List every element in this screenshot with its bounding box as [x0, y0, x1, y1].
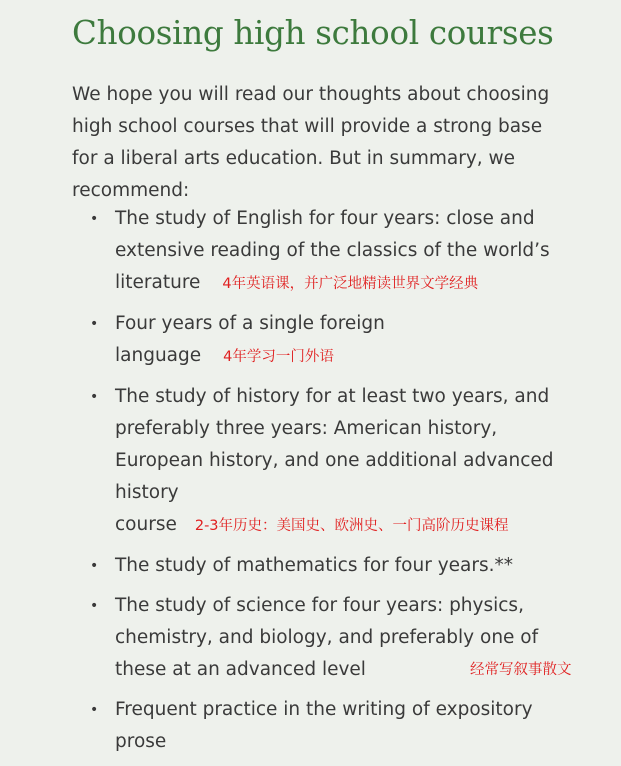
- item-text: The study of mathematics for four years.**: [115, 555, 514, 576]
- recommendation-list: [0, 203, 621, 766]
- annotation-note: 经常写叙事散文: [470, 662, 572, 678]
- bullet-icon: •: [90, 702, 99, 718]
- list-item-writing: [0, 694, 560, 758]
- item-text: The study of history for at least two years, and preferably three years: American history, European history, and one additional advanced history course: [115, 386, 554, 535]
- annotation-note: 4年英语课，并广泛地精读世界文学经典: [222, 276, 479, 292]
- bullet-icon: •: [90, 558, 99, 574]
- list-item-foreign-language: [0, 308, 560, 373]
- list-item-mathematics: [0, 550, 560, 582]
- annotation-note: 2-3年历史：美国史、欧洲史、一门高阶历史课程: [194, 518, 509, 534]
- bullet-icon: •: [90, 389, 99, 405]
- intro-paragraph: We hope you will read our thoughts about choosing high school courses that will provide a strong base for a liberal arts education. But in summary, we recommend:: [72, 84, 550, 201]
- bullet-icon: •: [90, 211, 99, 227]
- item-text: The study of science for four years: physics, chemistry, and biology, and preferably one of these at an advanced level: [115, 595, 539, 680]
- item-text: The study of English for four years: close and extensive reading of the classics of the world’s literature: [115, 208, 550, 293]
- page-title: Choosing high school courses: [72, 14, 554, 52]
- bullet-icon: •: [90, 316, 99, 332]
- bullet-icon: •: [90, 598, 99, 614]
- list-item-english: [0, 203, 560, 300]
- item-text: Frequent practice in the writing of expository prose: [115, 699, 533, 752]
- annotation-note: 4年学习一门外语: [223, 349, 334, 365]
- list-item-history: [0, 381, 560, 542]
- item-text: Four years of a single foreign language: [115, 313, 385, 366]
